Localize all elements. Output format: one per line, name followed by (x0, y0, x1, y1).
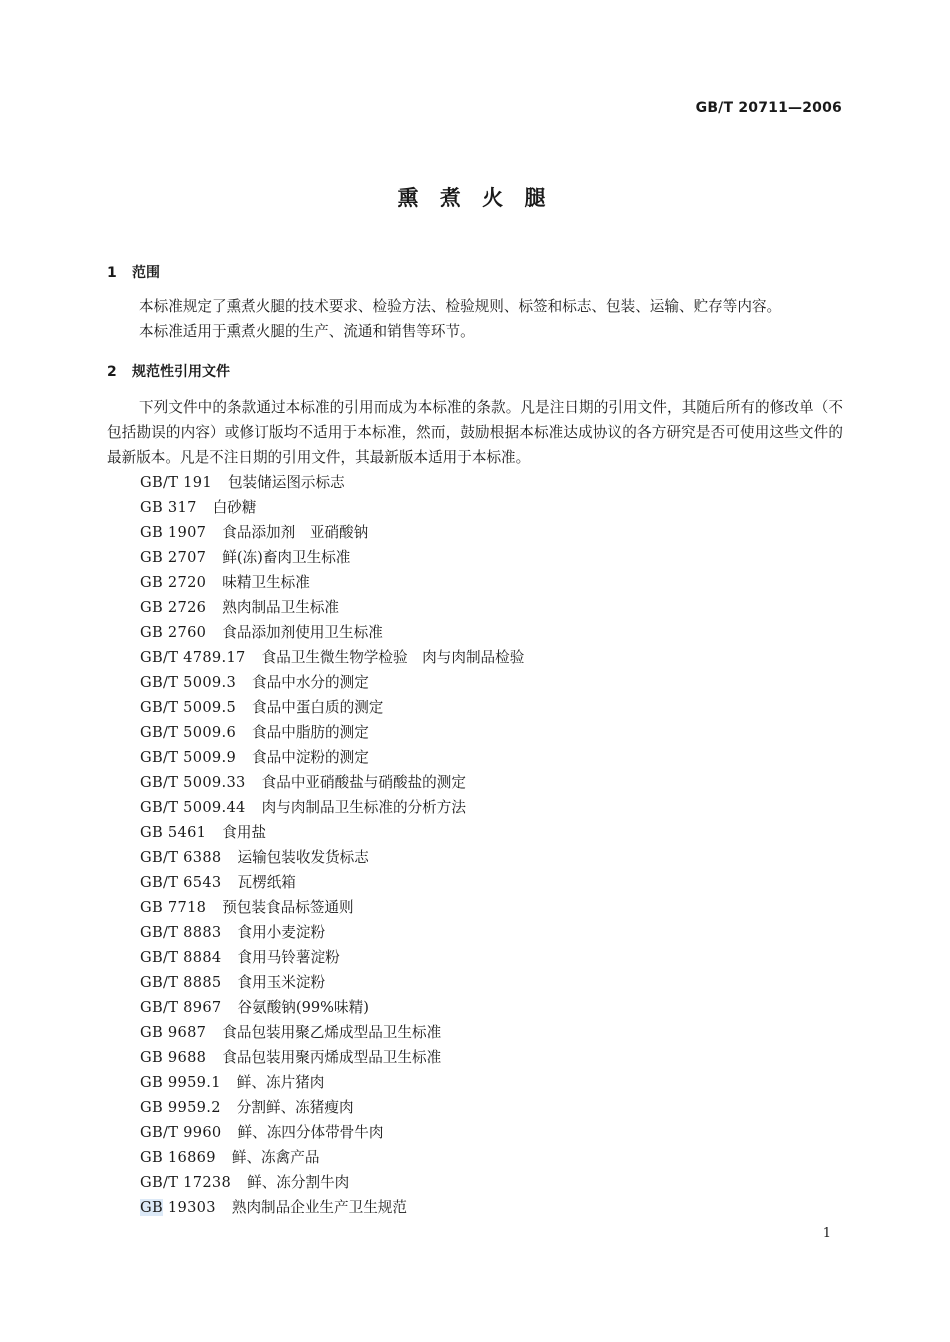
reference-code: GB 2720 (140, 574, 207, 591)
reference-item (140, 1195, 524, 1220)
reference-title: 鲜、冻四分体带骨牛肉 (237, 1124, 384, 1141)
reference-title: 食用玉米淀粉 (237, 974, 326, 991)
reference-item (140, 620, 524, 645)
reference-title: 鲜、冻禽产品 (231, 1149, 320, 1166)
reference-item (140, 1070, 524, 1095)
section-number: 2 (107, 364, 117, 380)
reference-item (140, 795, 524, 820)
reference-item (140, 920, 524, 945)
reference-title: 食品包装用聚丙烯成型品卫生标准 (222, 1049, 442, 1066)
reference-code: GB 1907 (140, 524, 207, 541)
reference-code: GB/T 8885 (140, 974, 222, 991)
reference-code: GB 19303 (140, 1199, 216, 1216)
reference-code: GB/T 6543 (140, 874, 222, 891)
reference-title: 食用盐 (222, 824, 267, 841)
reference-title: 食品中亚硝酸盐与硝酸盐的测定 (261, 774, 466, 791)
section-title: 范围 (132, 265, 160, 281)
reference-item (140, 1170, 524, 1195)
page-number: 1 (822, 1226, 831, 1241)
section-heading-normative-references (107, 361, 230, 381)
reference-title: 食用小麦淀粉 (237, 924, 326, 941)
reference-code: GB 2760 (140, 624, 207, 641)
reference-title: 食品包装用聚乙烯成型品卫生标准 (222, 1024, 442, 1041)
reference-item (140, 545, 524, 570)
reference-code: GB/T 5009.3 (140, 674, 237, 691)
reference-item (140, 1145, 524, 1170)
reference-item (140, 745, 524, 770)
reference-title: 肉与肉制品卫生标准的分析方法 (261, 799, 466, 816)
reference-title: 食品中淀粉的测定 (252, 749, 369, 766)
reference-code: GB 2726 (140, 599, 207, 616)
reference-item (140, 1095, 524, 1120)
reference-title: 鲜、冻分割牛肉 (247, 1174, 350, 1191)
reference-title: 白砂糖 (212, 499, 257, 516)
reference-title: 熟肉制品企业生产卫生规范 (231, 1199, 407, 1216)
reference-title: 鲜、冻片猪肉 (236, 1074, 325, 1091)
reference-item (140, 995, 524, 1020)
reference-item (140, 670, 524, 695)
reference-code: GB 9959.1 (140, 1074, 221, 1091)
reference-code: GB 7718 (140, 899, 207, 916)
reference-title: 包装储运图示标志 (227, 474, 345, 491)
reference-code: GB/T 9960 (140, 1124, 222, 1141)
reference-title: 食品中水分的测定 (252, 674, 369, 691)
reference-code: GB 9688 (140, 1049, 207, 1066)
reference-item (140, 720, 524, 745)
reference-code: GB/T 8967 (140, 999, 222, 1016)
reference-code: GB 16869 (140, 1149, 216, 1166)
reference-title: 食品卫生微生物学检验 肉与肉制品检验 (261, 649, 525, 666)
reference-title: 预包装食品标签通则 (222, 899, 354, 916)
reference-item (140, 845, 524, 870)
reference-item (140, 520, 524, 545)
reference-item (140, 695, 524, 720)
reference-title: 食品添加剂使用卫生标准 (222, 624, 383, 641)
reference-item (140, 945, 524, 970)
section-title: 规范性引用文件 (132, 364, 230, 380)
reference-code: GB/T 5009.33 (140, 774, 246, 791)
reference-item (140, 595, 524, 620)
reference-code: GB/T 17238 (140, 1174, 232, 1191)
reference-code: GB 2707 (140, 549, 207, 566)
document-title: 熏 煮 火 腿 (397, 186, 553, 210)
reference-title: 瓦楞纸箱 (237, 874, 296, 891)
reference-item (140, 820, 524, 845)
reference-code: GB 9959.2 (140, 1099, 221, 1116)
reference-title: 食用马铃薯淀粉 (237, 949, 340, 966)
reference-code: GB/T 5009.6 (140, 724, 237, 741)
reference-code: GB/T 5009.9 (140, 749, 237, 766)
reference-title: 谷氨酸钠(99%味精) (237, 999, 369, 1016)
scope-paragraph-2: 本标准适用于熏煮火腿的生产、流通和销售等环节。 (139, 323, 475, 340)
reference-code: GB/T 8884 (140, 949, 222, 966)
reference-code: GB/T 8883 (140, 924, 222, 941)
reference-item (140, 1045, 524, 1070)
reference-code: GB 317 (140, 499, 197, 516)
reference-code: GB/T 6388 (140, 849, 222, 866)
section-number: 1 (107, 265, 117, 281)
reference-title: 味精卫生标准 (222, 574, 310, 591)
reference-title: 食品中蛋白质的测定 (252, 699, 384, 716)
scope-paragraph-1: 本标准规定了熏煮火腿的技术要求、检验方法、检验规则、标签和标志、包装、运输、贮存等内容。 (139, 298, 782, 315)
section-heading-scope (107, 262, 160, 282)
reference-title: 食品中脂肪的测定 (252, 724, 369, 741)
reference-list (140, 470, 524, 1220)
reference-item (140, 645, 524, 670)
reference-code: GB/T 4789.17 (140, 649, 246, 666)
reference-code: GB 5461 (140, 824, 207, 841)
reference-item (140, 495, 524, 520)
reference-title: 运输包装收发货标志 (237, 849, 369, 866)
reference-item (140, 470, 524, 495)
reference-item (140, 570, 524, 595)
reference-item (140, 1020, 524, 1045)
reference-title: 分割鲜、冻猪瘦肉 (236, 1099, 354, 1116)
reference-code: GB/T 5009.44 (140, 799, 246, 816)
reference-code: GB/T 5009.5 (140, 699, 237, 716)
reference-item (140, 970, 524, 995)
reference-title: 食品添加剂 亚硝酸钠 (222, 524, 369, 541)
reference-item (140, 870, 524, 895)
references-intro-paragraph: 下列文件中的条款通过本标准的引用而成为本标准的条款。凡是注日期的引用文件，其随后所有的修改单（不包括勘误的内容）或修订版均不适用于本标准，然而，鼓励根据本标准达成协议的各方研究是否可使用这些文件的最新版本。凡是不注日期的引用文件，其最新版本适用于本标准。 (107, 399, 843, 466)
reference-code: GB/T 191 (140, 474, 212, 491)
reference-item (140, 770, 524, 795)
reference-title: 鲜(冻)畜肉卫生标准 (222, 549, 351, 566)
reference-title: 熟肉制品卫生标准 (222, 599, 340, 616)
reference-item (140, 895, 524, 920)
reference-item (140, 1120, 524, 1145)
standard-code: GB/T 20711—2006 (695, 100, 842, 116)
reference-code: GB 9687 (140, 1024, 207, 1041)
